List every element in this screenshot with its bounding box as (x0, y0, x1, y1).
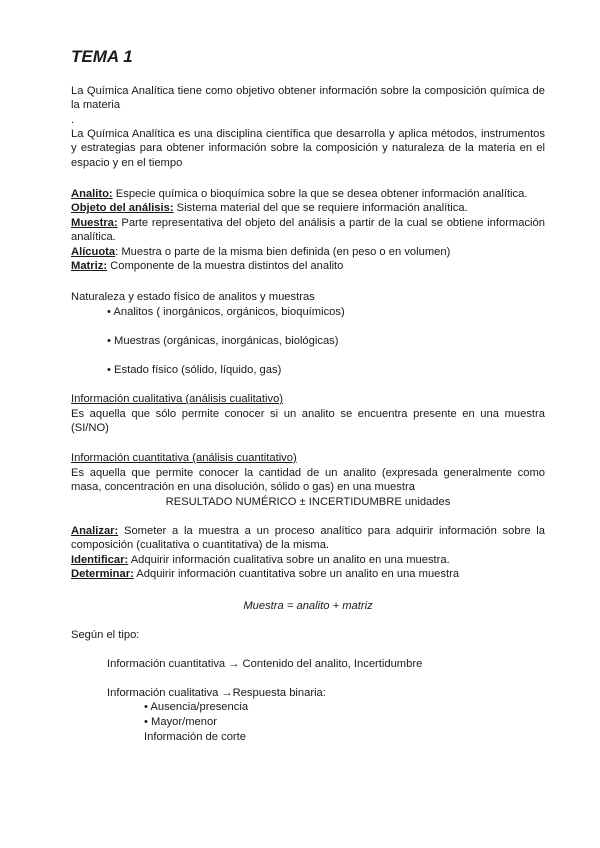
formula: Muestra = analito + matriz (243, 600, 373, 612)
segun-el-tipo: Según el tipo: (71, 629, 140, 641)
nature-item-analitos: • Analitos ( inorgánicos, orgánicos, bioquímicos) (107, 306, 345, 318)
quantitative-text: Es aquella que permite conocer la cantidad de un analito (expresada generalmente como masa, concentración en una disolución, sólido o gas) en una muestra (71, 467, 545, 494)
informacion-de-corte: Información de corte (144, 731, 246, 743)
verb-analizar: Analizar: Someter a la muestra a un proceso analítico para adquirir información sobre la composición (cualitativa o cuantitativa) de la misma. (71, 525, 545, 552)
nature-heading: Naturaleza y estado físico de analitos y muestras (71, 291, 315, 303)
cuantitativa-line: Información cuantitativa → Contenido del analito, Incertidumbre (107, 658, 423, 670)
qualitative-text: Es aquella que sólo permite conocer si un analito se encuentra presente en una muestra (SI/NO) (71, 408, 545, 435)
definition-muestra: Muestra: Parte representativa del objeto del análisis a partir de la cual se obtiene información analítica. (71, 216, 545, 244)
definition-objeto: Objeto del análisis: Sistema material del que se requiere información analítica. (71, 202, 468, 215)
qualitative-heading: Información cualitativa (análisis cualitativo) (71, 393, 284, 405)
definition-matriz: Matriz: Componente de la muestra distintos del analito (71, 260, 344, 273)
intro-paragraph-2: La Química Analítica es una disciplina científica que desarrolla y aplica métodos, instrumentos y estrategias para obtener información sobre la composición y naturaleza de la materia en el espacio y en el tiempo (71, 128, 545, 169)
verb-identificar: Identificar: Adquirir información cualitativa sobre un analito en una muestra. (71, 553, 450, 566)
nature-item-estado: • Estado físico (sólido, líquido, gas) (107, 364, 282, 376)
definition-alicuota: Alícuota: Muestra o parte de la misma bien definida (en peso o en volumen) (71, 245, 451, 258)
quantitative-heading: Información cuantitativa (análisis cuantitativo) (71, 452, 297, 464)
nature-item-muestras: • Muestras (orgánicas, inorgánicas, biológicas) (107, 335, 339, 347)
binary-item-presencia: • Ausencia/presencia (144, 701, 249, 713)
quantitative-result: RESULTADO NUMÉRICO ± INCERTIDUMBRE unidades (165, 496, 451, 508)
binary-item-mayor: • Mayor/menor (144, 716, 217, 728)
page-title: TEMA 1 (71, 47, 133, 66)
intro-paragraph-1: La Química Analítica tiene como objetivo obtener información sobre la composición química de la materia . (71, 85, 545, 126)
cualitativa-line: Información cualitativa →Respuesta binaria: (107, 687, 326, 699)
verbs-list (71, 524, 545, 582)
definition-analito: Analito: Especie química o bioquímica sobre la que se desea obtener información analítica. (71, 188, 528, 200)
definitions-list (71, 187, 545, 273)
verb-determinar: Determinar: Adquirir información cuantitativa sobre un analito en una muestra (71, 568, 460, 581)
